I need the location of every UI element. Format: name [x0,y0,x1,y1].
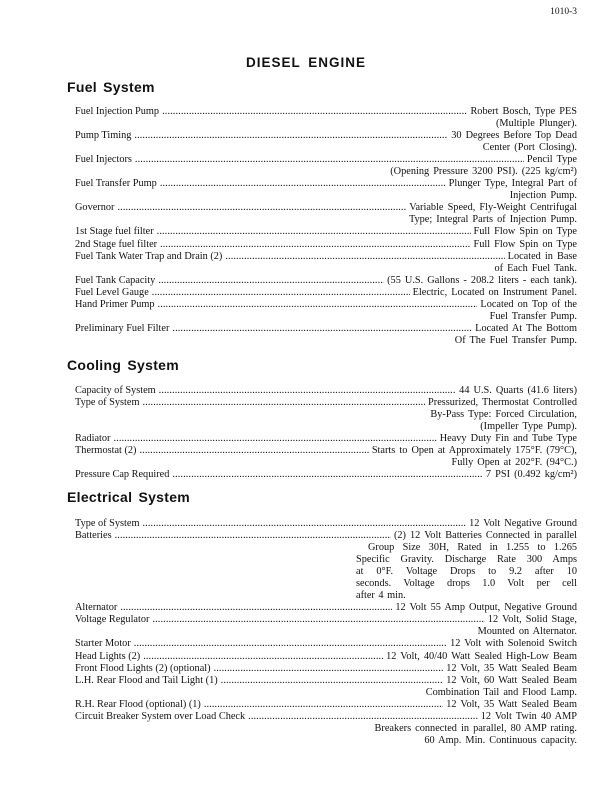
spec-front-flood-lights [75,663,577,675]
spec-value: Pressurized, Thermostat Controlled [428,397,577,409]
dot-leader [158,275,384,287]
page-title: DIESEL ENGINE [245,55,367,70]
spec-label: 2nd Stage fuel filter [75,238,158,250]
dot-leader [152,614,484,626]
spec-value-cont: Mounted on Alternator. [477,626,577,638]
spec-radiator [75,433,577,445]
spec-label: Type of System [75,518,140,529]
section-electrical-system [67,489,577,747]
dot-leader [162,106,467,118]
spec-value-cont: at 0°F. Voltage Drops to 9.2 after 10 [356,566,577,578]
spec-lh-rear-flood [75,675,577,699]
spec-label: Front Flood Lights (2) (optional) [75,662,211,674]
spec-value: Located on Top of the [480,298,577,310]
spec-value: 30 Degrees Before Top Dead [451,130,577,142]
spec-value: Starts to Open at Approximately 175°F. (79°C), [371,445,577,457]
spec-value: 44 U.S. Quarts (41.6 liters) [459,385,577,396]
spec-value-cont: 60 Amp. Min. Continuous capacity. [424,734,577,746]
spec-value: 12 Volt, Solid Stage, [487,614,577,626]
spec-value: Located in Base [507,250,577,262]
spec-label: R.H. Rear Flood (optional) (1) [75,698,201,710]
dot-leader [157,226,471,238]
dot-leader [160,178,446,190]
dot-leader [160,239,470,251]
spec-value-cont: Injection Pump. [509,190,577,202]
spec-batteries [75,530,577,602]
dot-leader [152,287,410,299]
dot-leader [221,675,444,687]
dot-leader [143,651,383,663]
spec-label: L.H. Rear Flood and Tail Light (1) [75,674,218,686]
spec-thermostat [75,445,577,469]
spec-label: Radiator [75,433,111,445]
dot-leader [117,202,406,214]
spec-head-lights [75,651,577,663]
spec-1st-stage-fuel-filter [75,226,577,238]
section-heading: Fuel System [67,79,155,95]
spec-voltage-regulator [75,614,577,638]
spec-label: Head Lights (2) [75,650,141,662]
spec-alternator [75,602,577,614]
page-number: 1010-3 [550,7,577,17]
spec-value: Located At The Bottom [475,322,577,334]
spec-label: Voltage Regulator [75,614,150,626]
spec-label: Pressure Cap Required [75,469,170,481]
dot-leader [135,154,524,166]
dot-leader [225,251,504,263]
spec-fuel-injectors [75,154,577,178]
spec-list [75,106,577,347]
spec-fuel-level-gauge [75,287,577,299]
dot-leader [120,602,392,614]
dot-leader [159,385,457,397]
section-cooling-system [67,357,577,481]
batteries-detail-block [356,542,577,602]
dot-leader [115,530,391,542]
spec-value-cont: Combination Tail and Flood Lamp. [425,686,577,698]
spec-value: 12 Volt with Solenoid Switch [450,638,577,650]
spec-value: Variable Speed, Fly-Weight Centrifugal [409,202,577,214]
spec-label: Fuel Tank Water Trap and Drain (2) [75,250,223,262]
spec-value-cont: (Multiple Plunger). [495,118,577,130]
spec-value-cont: Of The Fuel Transfer Pump. [454,334,577,346]
spec-label: Hand Primer Pump [75,298,155,310]
dot-leader [143,518,467,530]
spec-value: 12 Volt, 60 Watt Sealed Beam [446,674,577,686]
spec-value-cont: of Each Fuel Tank. [494,262,577,274]
spec-label: Fuel Injection Pump [75,106,160,117]
spec-value: Electric, Located on Instrument Panel. [412,286,577,298]
spec-value: Full Flow Spin on Type [473,238,577,250]
spec-value-cont: (Impeller Type Pump). [480,421,577,433]
spec-value-cont: Fully Open at 202°F. (94°C.) [451,457,577,469]
spec-value: 12 Volt, 35 Watt Sealed Beam [446,698,577,710]
spec-rh-rear-flood [75,699,577,711]
spec-value-cont: Fuel Transfer Pump. [489,310,577,322]
spec-fuel-tank-capacity [75,275,577,287]
spec-label: Preliminary Fuel Filter [75,322,170,334]
spec-value-cont: seconds. Voltage drops 1.0 Volt per cell [356,578,577,590]
spec-pressure-cap [75,469,577,481]
spec-label: Circuit Breaker System over Load Check [75,710,246,722]
spec-label: Starter Motor [75,638,131,650]
spec-pump-timing [75,130,577,154]
spec-label: Type of System [75,397,140,409]
spec-value-cont: after 4 min. [356,590,406,602]
spec-value-cont: Specific Gravity. Discharge Rate 300 Amps [356,554,577,566]
spec-label: 1st Stage fuel filter [75,226,154,238]
spec-water-trap [75,251,577,275]
spec-value: (55 U.S. Gallons - 208.2 liters - each tank). [387,274,577,286]
dot-leader [204,699,443,711]
spec-label: Capacity of System [75,385,156,396]
spec-list [75,385,577,481]
dot-leader [172,469,483,481]
spec-value-cont: Type; Integral Parts of Injection Pump. [408,214,577,226]
spec-value: Full Flow Spin on Type [473,226,577,238]
spec-preliminary-fuel-filter [75,323,577,347]
spec-value: Pencil Type [526,154,577,166]
dot-leader [113,433,436,445]
spec-value: 12 Volt 55 Amp Output, Negative Ground [395,602,577,614]
spec-value: Plunger Type, Integral Part of [448,178,577,190]
section-fuel-system [67,79,577,347]
spec-value: 12 Volt Negative Ground [469,518,577,529]
spec-capacity-of-system [75,385,577,397]
spec-type-of-system [75,518,577,530]
spec-value-cont: By-Pass Type: Forced Circulation, [430,409,577,421]
spec-type-of-system [75,397,577,433]
spec-label: Alternator [75,602,118,614]
spec-starter-motor [75,638,577,650]
spec-hand-primer-pump [75,299,577,323]
section-heading: Electrical System [67,489,191,505]
spec-value: 7 PSI (0.492 kg/cm²) [485,469,577,481]
spec-value-cont: Breakers connected in parallel, 80 AMP rating. [374,722,577,734]
spec-label: Fuel Tank Capacity [75,274,156,286]
spec-circuit-breaker [75,711,577,747]
spec-2nd-stage-fuel-filter [75,239,577,251]
spec-value: Robert Bosch, Type PES [470,106,577,117]
dot-leader [134,638,447,650]
dot-leader [172,323,472,335]
spec-label: Fuel Injectors [75,154,132,166]
spec-value: Heavy Duty Fin and Tube Type [439,433,577,445]
spec-label: Batteries [75,530,112,542]
spec-list [75,518,577,747]
spec-governor [75,202,577,226]
spec-label: Pump Timing [75,130,132,142]
dot-leader [143,397,426,409]
spec-label: Fuel Level Gauge [75,286,149,298]
spec-value: 12 Volt, 40/40 Watt Sealed High-Low Beam [386,650,577,662]
dot-leader [158,299,478,311]
section-heading: Cooling System [67,357,179,373]
spec-label: Governor [75,202,115,214]
spec-fuel-injection-pump [75,106,577,130]
spec-label: Thermostat (2) [75,445,137,457]
dot-leader [248,711,478,723]
spec-value-cont: Group Size 30H, Rated in 1.255 to 1.265 [368,542,577,554]
dot-leader [134,130,448,142]
spec-value-cont: Center (Port Closing). [482,142,577,154]
dot-leader [139,445,368,457]
spec-value: 12 Volt Twin 40 AMP [480,710,577,722]
spec-value: 12 Volt, 35 Watt Sealed Beam [446,662,577,674]
spec-value: (2) 12 Volt Batteries Connected in parallel [393,530,577,542]
dot-leader [214,663,444,675]
spec-fuel-transfer-pump [75,178,577,202]
spec-label: Fuel Transfer Pump [75,178,157,190]
spec-value-cont: (Opening Pressure 3200 PSI). (225 kg/cm²) [390,166,577,178]
